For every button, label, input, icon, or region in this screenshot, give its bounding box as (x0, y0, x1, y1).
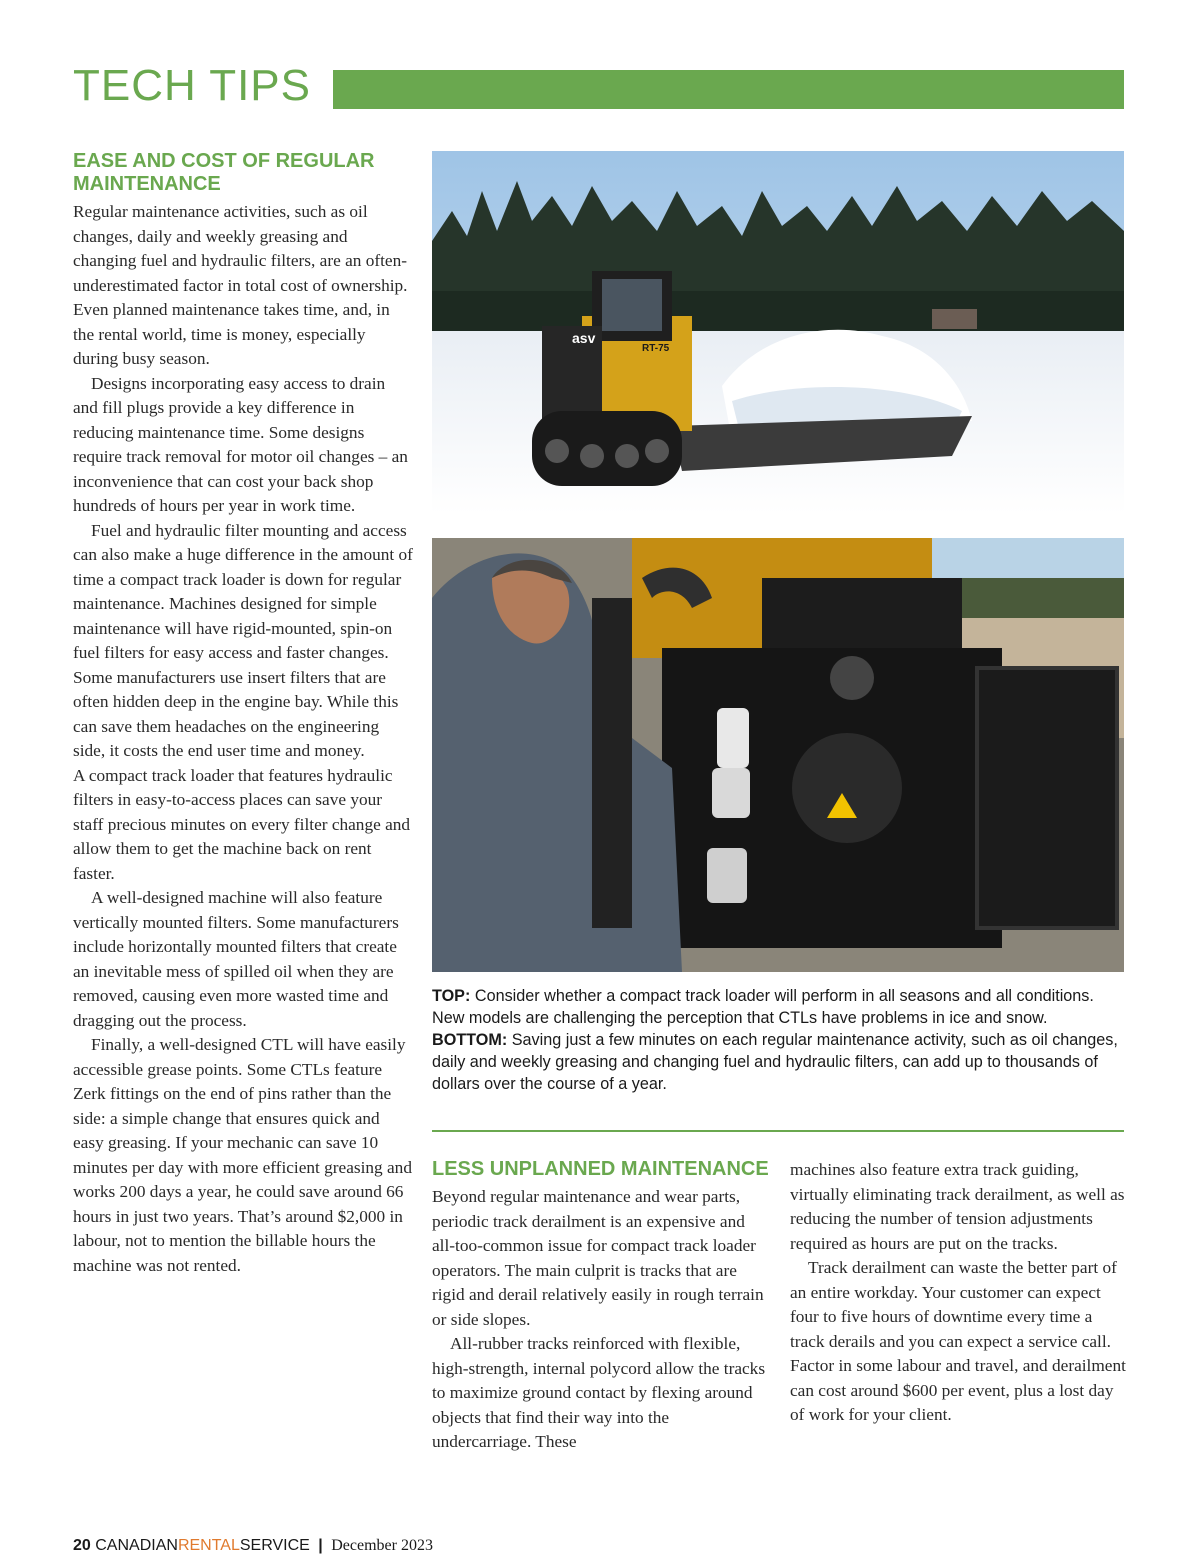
caption-bottom-text: Saving just a few minutes on each regular maintenance activity, such as oil changes, daily and weekly greasing and changing fuel and hydraulic filters, can add up to thousands of dollars over the course of a year. (432, 1031, 1118, 1093)
paragraph: Finally, a well-designed CTL will have easily accessible grease points. Some CTLs feature Zerk fittings on the end of pins rather than the side: a simple change that ensures quick and easy greasing. If your mechanic can save 10 minutes per day with more efficient greasing and works 200 days a year, he could save around 66 hours in just two years. That’s around $2,000 in labour, not to mention the billable hours the machine was not rented. (73, 1035, 412, 1275)
mid-heading: LESS UNPLANNED MAINTENANCE (432, 1158, 769, 1180)
caption-top (432, 985, 1124, 1029)
paragraph: machines also feature extra track guiding, virtually eliminating track derailment, as well as reducing the number of tension adjustments required as hours are put on the tracks. (790, 1160, 1125, 1253)
loader-brand-decal: asv (572, 330, 596, 346)
middle-column (432, 1158, 772, 1455)
caption-bottom-label: BOTTOM: (432, 1031, 508, 1049)
paragraph: A well-designed machine will also feature vertically mounted filters. Some manufacturers include horizontally mounted filters that create an inevitable mess of spilled oil when they are removed, causing even more wasted time and dragging out the process. (73, 888, 399, 1030)
right-column (790, 1158, 1130, 1428)
paragraph: Fuel and hydraulic filter mounting and access can also make a huge difference in the amount of time a compact track loader is down for regular maintenance. Machines designed for simple maintenance will have rigid-mounted, spin-on fuel filters for easy access and faster changes. Some manufacturers use insert filters that are often hidden deep in the engine bay. While this can save them headaches on the engineering side, it costs the end user time and money. (73, 520, 413, 760)
caption-top-text: Consider whether a compact track loader will perform in all seasons and all conditions. New models are challenging the perception that CTLs have problems in ice and snow. (432, 987, 1094, 1027)
paragraph: Beyond regular maintenance and wear parts, periodic track derailment is an expensive and all-too-common issue for compact track loader operators. The main culprit is tracks that are rigid and derail relatively easily in rough terrain or side slopes. (432, 1187, 764, 1329)
page-number: 20 (73, 1537, 91, 1554)
brand-part1: CANADIAN (95, 1537, 178, 1554)
footer-separator: | (318, 1537, 323, 1554)
caption-top-label: TOP: (432, 987, 471, 1005)
brand-part2: RENTAL (177, 1537, 240, 1554)
left-heading: EASE AND COST OF REGULAR MAINTENANCE (73, 150, 375, 195)
paragraph: Designs incorporating easy access to drain and fill plugs provide a key difference in reducing maintenance time. Some designs require track removal for motor oil changes – an inconvenience that can cost your back shop hundreds of hours per year in work time. (73, 373, 408, 515)
brand-part3: SERVICE (239, 1537, 310, 1554)
left-body (73, 200, 413, 1278)
section-divider (432, 1130, 1124, 1132)
paragraph: Regular maintenance activities, such as oil changes, daily and weekly greasing and changing fuel and hydraulic filters, are an often-underestimated factor in total cost of ownership. Even planned maintenance takes time, and, in the rental world, time is money, especially during busy season. (73, 202, 408, 368)
paragraph: A compact track loader that features hydraulic filters in easy-to-access places can save your staff precious minutes on every filter change and allow them to get the machine back on rent faster. (73, 765, 411, 883)
photo-track-loader-snow (432, 151, 1124, 514)
photo-engine-maintenance (432, 538, 1124, 972)
issue-date: December 2023 (331, 1537, 433, 1554)
paragraph: Track derailment can waste the better part of an entire workday. Your customer can expect four to five hours of downtime every time a track derails and you can expect a service call. Factor in some labour and travel, and derailment can cost around $600 per event, plus a lost day of work for your client. (790, 1258, 1126, 1424)
section-title: TECH TIPS (73, 61, 312, 110)
paragraph: All-rubber tracks reinforced with flexible, high-strength, internal polycord allow the tracks to maximize ground contact by flexing around objects that find their way into the undercarriage. These (432, 1334, 766, 1451)
title-bar (333, 70, 1124, 109)
left-column (73, 150, 413, 1278)
caption-bottom (432, 1029, 1124, 1095)
photo-caption (432, 985, 1124, 1095)
loader-model-decal: RT-75 (642, 343, 670, 354)
page-footer (73, 1535, 433, 1557)
right-body (790, 1158, 1130, 1428)
mid-body (432, 1185, 772, 1455)
